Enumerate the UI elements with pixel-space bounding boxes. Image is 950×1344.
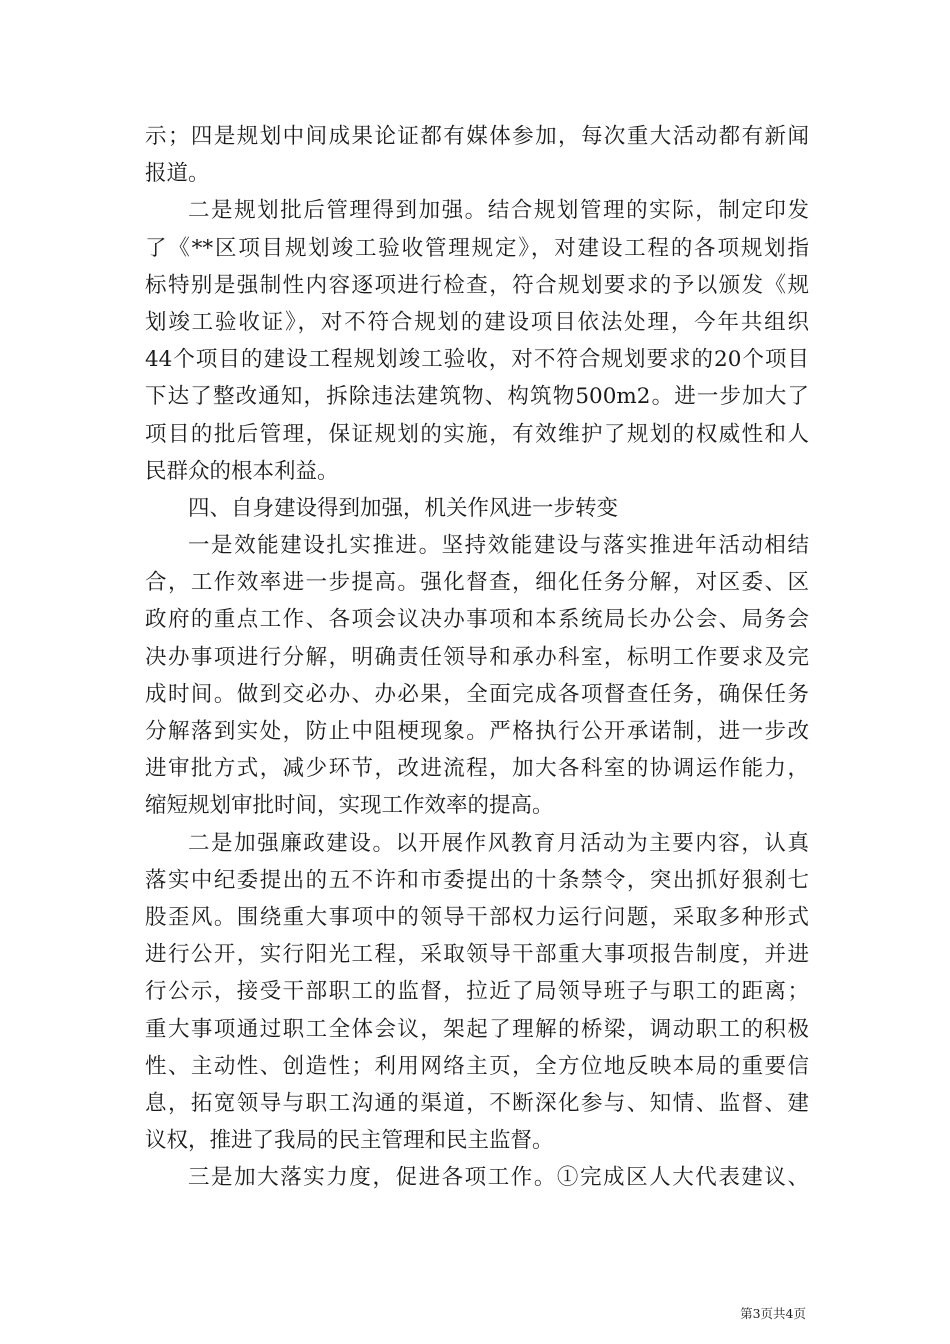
paragraph-p3 <box>145 490 809 527</box>
text-line: 合，工作效率进一步提高。强化督查，细化任务分解，对区委、区 <box>145 570 809 596</box>
text-line: 划竣工验收证》，对不符合规划的建设项目依法处理，今年共组织 <box>145 309 809 335</box>
text-line: 性、主动性、创造性；利用网络主页，全方位地反映本局的重要信 <box>145 1053 809 1079</box>
paragraph-p5 <box>145 825 809 1160</box>
text-line: 落实中纪委提出的五不许和市委提出的十条禁令，突出抓好狠刹七 <box>145 867 809 893</box>
paragraph-p2 <box>145 192 809 490</box>
text-line: 二是加强廉政建设。以开展作风教育月活动为主要内容，认真 <box>188 830 809 856</box>
text-line: 44个项目的建设工程规划竣工验收，对不符合规划要求的20个项目 <box>145 347 809 373</box>
page-number: 第3页共4页 <box>740 1306 806 1321</box>
text-line: 政府的重点工作、各项会议决办事项和本系统局长办公会、局务会 <box>145 607 809 633</box>
text-line: 成时间。做到交必办、办必果，全面完成各项督查任务，确保任务 <box>145 681 809 707</box>
text-line: 下达了整改通知，拆除违法建筑物、构筑物500m2。进一步加大了 <box>145 384 809 410</box>
text-line: 一是效能建设扎实推进。坚持效能建设与落实推进年活动相结 <box>188 533 809 559</box>
text-line: 进行公开，实行阳光工程，采取领导干部重大事项报告制度，并进 <box>145 942 809 968</box>
text-line: 了《**区项目规划竣工验收管理规定》，对建设工程的各项规划指 <box>145 235 809 261</box>
text-line: 二是规划批后管理得到加强。结合规划管理的实际，制定印发 <box>188 198 809 224</box>
text-line: 民群众的根本利益。 <box>145 458 339 484</box>
text-line: 股歪风。围绕重大事项中的领导干部权力运行问题，采取多种形式 <box>145 904 809 930</box>
text-line: 示；四是规划中间成果论证都有媒体参加，每次重大活动都有新闻 <box>145 124 809 149</box>
text-line: 决办事项进行分解，明确责任领导和承办科室，标明工作要求及完 <box>145 644 809 670</box>
paragraph-p4 <box>145 527 809 825</box>
text-line: 四、自身建设得到加强，机关作风进一步转变 <box>188 495 619 521</box>
paragraph-p1 <box>145 118 809 192</box>
text-line: 进审批方式，减少环节，改进流程，加大各科室的协调运作能力， <box>145 756 809 782</box>
document-body <box>145 118 809 1196</box>
paragraph-p6 <box>145 1159 809 1196</box>
text-line: 三是加大落实力度，促进各项工作。①完成区人大代表建议、 <box>188 1165 809 1191</box>
text-line: 标特别是强制性内容逐项进行检查，符合规划要求的予以颁发《规 <box>145 272 809 298</box>
text-line: 重大事项通过职工全体会议，架起了理解的桥梁，调动职工的积极 <box>145 1016 809 1042</box>
text-line: 缩短规划审批时间，实现工作效率的提高。 <box>145 793 554 819</box>
text-line: 分解落到实处，防止中阻梗现象。严格执行公开承诺制，进一步改 <box>145 719 809 744</box>
text-line: 议权，推进了我局的民主管理和民主监督。 <box>145 1128 554 1154</box>
text-line: 报道。 <box>145 161 210 187</box>
text-line: 项目的批后管理，保证规划的实施，有效维护了规划的权威性和人 <box>145 421 809 447</box>
text-line: 息，拓宽领导与职工沟通的渠道，不断深化参与、知情、监督、建 <box>145 1090 809 1116</box>
text-line: 行公示，接受干部职工的监督，拉近了局领导班子与职工的距离； <box>145 979 809 1005</box>
